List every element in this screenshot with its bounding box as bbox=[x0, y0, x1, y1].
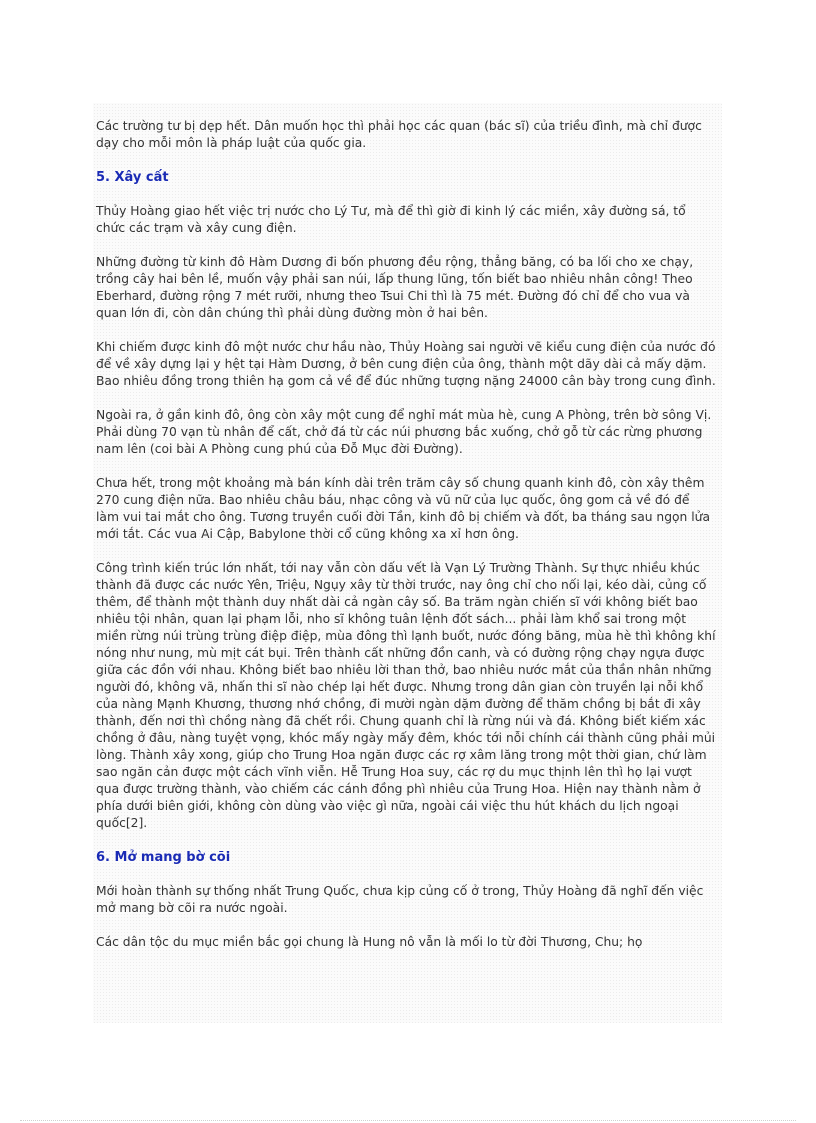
paragraph: Các dân tộc du mục miền bắc gọi chung là Hung nô vẫn là mối lo từ đời Thương, Chu; họ bbox=[96, 935, 643, 949]
section-heading: 5. Xây cất bbox=[96, 170, 169, 185]
paragraph: Khi chiếm được kinh đô một nước chư hầu nào, Thủy Hoàng sai người vẽ kiểu cung điện của nước đó để về xây dựng lại y hệt tại Hàm Dương, ở bên cung điện của ông, thành một dãy dài cả mấy dặm. Bao nhiêu đồng trong thiên hạ gom cả về để đúc những tượng nặng 24000 cân bày trong cung đình. bbox=[96, 340, 716, 388]
document-body bbox=[96, 118, 716, 968]
page-bottom-divider bbox=[20, 1120, 796, 1121]
section-heading: 6. Mở mang bờ cõi bbox=[96, 850, 231, 865]
paragraph: Chưa hết, trong một khoảng mà bán kính dài trên trăm cây số chung quanh kinh đô, còn xây thêm 270 cung điện nữa. Bao nhiêu châu báu, nhạc công và vũ nữ của lục quốc, ông gom cả về đó để làm vui tai mắt cho ông. Tương truyền cuối đời Tần, kinh đô bị chiếm và đốt, ba tháng sau ngọn lửa mới tắt. Các vua Ai Cập, Babylone thời cổ cũng không xa xỉ hơn ông. bbox=[96, 476, 710, 541]
paragraph: Mới hoàn thành sự thống nhất Trung Quốc, chưa kịp củng cố ở trong, Thủy Hoàng đã nghĩ đến việc mở mang bờ cõi ra nước ngoài. bbox=[96, 884, 704, 915]
paragraph: Ngoài ra, ở gần kinh đô, ông còn xây một cung để nghỉ mát mùa hè, cung A Phòng, trên bờ sông Vị. Phải dùng 70 vạn tù nhân để cất, chở đá từ các núi phương bắc xuống, chở gỗ từ các rừng phương nam lên (coi bài A Phòng cung phú của Đỗ Mục đời Đường). bbox=[96, 408, 712, 456]
paragraph: Công trình kiến trúc lớn nhất, tới nay vẫn còn dấu vết là Vạn Lý Trường Thành. Sự thực nhiều khúc thành đã được các nước Yên, Triệu, Ngụy xây từ thời trước, nay ông chỉ cho nối lại, kéo dài, củng cố thêm, để thành một thành duy nhất dài cả ngàn cây số. Ba trăm ngàn chiến sĩ với không biết bao nhiêu tội nhân, quan lại phạm lỗi, nho sĩ không tuân lệnh đốt sách... phải làm khổ sai trong một miền rừng núi trùng trùng điệp điệp, mùa đông thì lạnh buốt, nước đóng băng, mùa hè thì không khí nóng như nung, mù mịt cát bụi. Trên thành cất những đồn canh, và có đường rộng chạy ngựa được giữa các đồn với nhau. Không biết bao nhiêu lời than thở, bao nhiêu nước mắt của thần nhân những người đó, không vã, nhấn thi sĩ nào chép lại hết được. Nhưng trong dân gian còn truyền lại nỗi khổ của nàng Mạnh Khương, thương nhớ chồng, đi mười ngàn dặm đường để thăm chồng bị bắt đi xây thành, đến nơi thì chồng nàng đã chết rồi. Chung quanh chỉ là rừng núi và đá. Không biết kiếm xác chồng ở đâu, nàng tuyệt vọng, khóc mấy ngày mấy đêm, khóc tới nỗi chính cái thành cũng phải mủi lòng. Thành xây xong, giúp cho Trung Hoa ngăn được các rợ xâm lăng trong một thời gian, chứ làm sao ngăn cản được một cách vĩnh viễn. Hễ Trung Hoa suy, các rợ du mục thịnh lên thì họ lại vượt qua được trường thành, vào chiếm các cánh đồng phì nhiêu của Trung Hoa. Hiện nay thành nằm ở phía dưới biên giới, không còn dùng vào việc gì nữa, ngoài cái việc thu hút khách du lịch ngoại quốc[2]. bbox=[96, 561, 716, 830]
paragraph: Thủy Hoàng giao hết việc trị nước cho Lý Tư, mà để thì giờ đi kinh lý các miền, xây đường sá, tổ chức các trạm và xây cung điện. bbox=[96, 204, 686, 235]
paragraph: Các trường tư bị dẹp hết. Dân muốn học thì phải học các quan (bác sĩ) của triều đình, mà chỉ được dạy cho mỗi môn là pháp luật của quốc gia. bbox=[96, 119, 702, 150]
paragraph: Những đường từ kinh đô Hàm Dương đi bốn phương đều rộng, thẳng băng, có ba lối cho xe chạy, trồng cây hai bên lề, muốn vậy phải san núi, lấp thung lũng, tốn biết bao nhiêu nhân công! Theo Eberhard, đường rộng 7 mét rưỡi, nhưng theo Tsui Chi thì là 75 mét. Đường đó chỉ để cho vua và quan lớn đi, còn dân chúng thì phải dùng đường mòn ở hai bên. bbox=[96, 255, 694, 320]
